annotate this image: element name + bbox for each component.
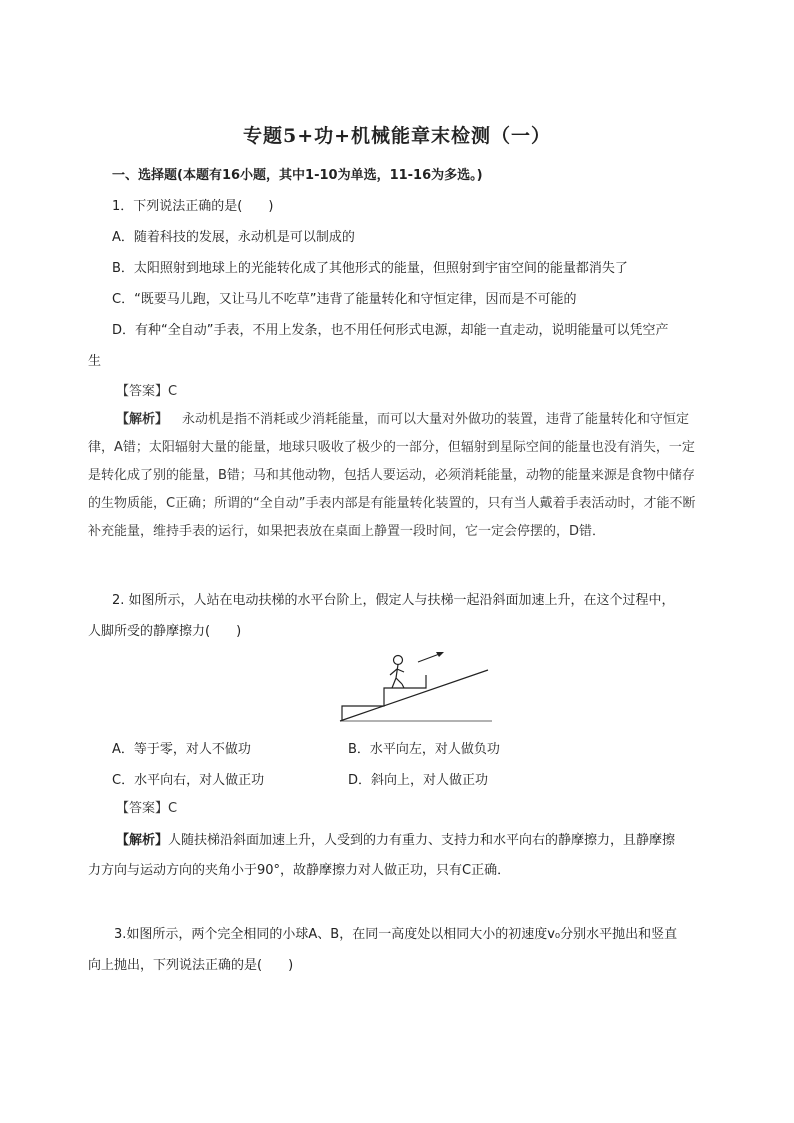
- q2-option-c: C．水平向右，对人做正功: [112, 773, 265, 788]
- q2-option-d: D．斜向上，对人做正功: [348, 773, 489, 788]
- q1-option-b: B．太阳照射到地球上的光能转化成了其他形式的能量，但照射到宇宙空间的能量都消失了: [112, 261, 628, 276]
- q2-stem-line-1: 2. 如图所示，人站在电动扶梯的水平台阶上，假定人与扶梯一起沿斜面加速上升，在这个过程中，: [112, 593, 675, 608]
- q1-analysis-label: 【解析】: [116, 412, 169, 427]
- q1-analysis-line-4: 的生物质能，C正确；所谓的“全自动”手表内部是有能量转化装置的，只有当人戴着手表活动时，才能不断: [88, 496, 696, 511]
- page-title: 专题5+功+机械能章末检测（一）: [242, 125, 552, 147]
- q3-stem-line-1: 3.如图所示，两个完全相同的小球A、B，在同一高度处以相同大小的初速度v₀分别水平抛出和竖直: [114, 927, 678, 942]
- q2-analysis-line-1: 【解析】人随扶梯沿斜面加速上升，人受到的力有重力、支持力和水平向右的静摩擦力，且静摩擦: [116, 833, 676, 848]
- incline-line: [340, 670, 488, 721]
- q1-answer-block: [88, 378, 728, 546]
- q1-analysis-line-5: 补充能量，维持手表的运行，如果把表放在桌面上静置一段时间，它一定会停摆的，D错．: [88, 524, 606, 539]
- q3-stem-line-2: 向上抛出，下列说法正确的是( ): [88, 958, 294, 973]
- q2-stem-line-2: 人脚所受的静摩擦力( ): [88, 624, 242, 639]
- q1-analysis-line-2: 律，A错；太阳辐射大量的能量，地球只吸收了极少的一部分，但辐射到星际空间的能量也没有消失，一定: [88, 440, 695, 455]
- q1-option-c: C．“既要马儿跑，又让马儿不吃草”违背了能量转化和守恒定律，因而是不可能的: [112, 292, 577, 307]
- escalator-steps: [342, 675, 426, 721]
- q1-option-d-cont: 生: [88, 354, 102, 369]
- person-figure: [390, 656, 404, 689]
- motion-arrow: [418, 652, 444, 662]
- q2-answer: 【答案】C: [116, 801, 178, 816]
- q1-option-a: A．随着科技的发展，永动机是可以制成的: [112, 230, 355, 245]
- q2-answer-block: [88, 795, 728, 823]
- q1-stem: 1．下列说法正确的是( ): [112, 199, 274, 214]
- section-heading: 一、选择题(本题有16小题，其中1-10为单选，11-16为多选。): [112, 168, 483, 183]
- q1-analysis-line-3: 是转化成了别的能量，B错；马和其他动物，包括人要运动，必须消耗能量，动物的能量来源是食物中储存: [88, 468, 695, 483]
- q2-option-a: A．等于零，对人不做功: [112, 742, 251, 757]
- q2-option-b: B．水平向左，对人做负功: [348, 742, 500, 757]
- q2-analysis-line-2: 力方向与运动方向的夹角小于90°，故静摩擦力对人做正功，只有C正确．: [88, 863, 511, 878]
- q2-analysis-label: 【解析】: [116, 833, 169, 848]
- q1-answer: 【答案】C: [116, 384, 178, 399]
- q1-analysis-line-1: 【解析】 永动机是指不消耗或少消耗能量，而可以大量对外做功的装置，违背了能量转化和守恒定: [116, 412, 690, 427]
- escalator-figure: [338, 648, 494, 724]
- q1-option-d: D．有种“全自动”手表，不用上发条，也不用任何形式电源，却能一直走动，说明能量可以凭空产: [112, 323, 669, 338]
